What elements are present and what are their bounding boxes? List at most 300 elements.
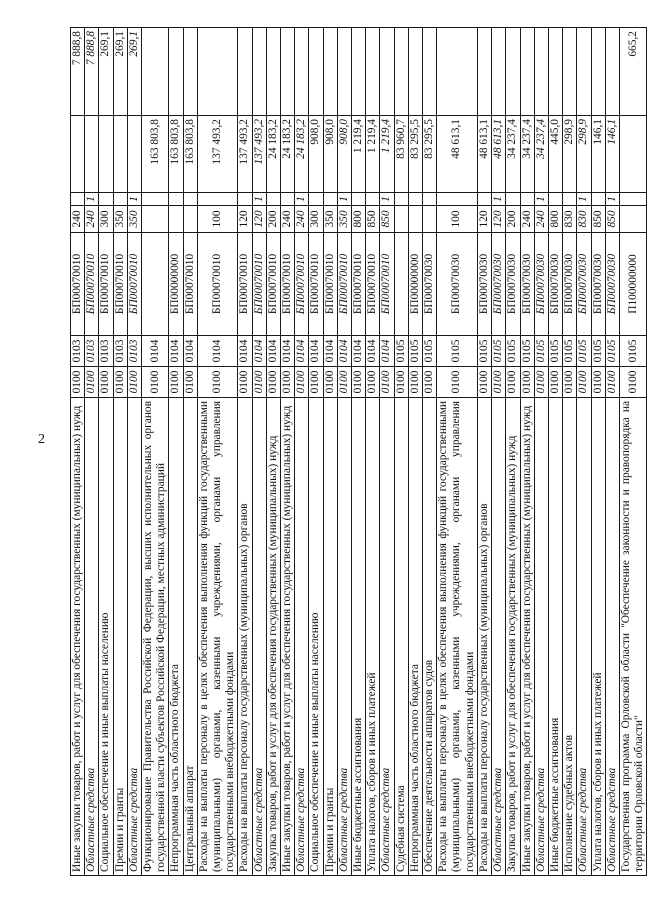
section-code: 0100 bbox=[295, 367, 309, 398]
target-article-code: БП00070010 bbox=[281, 233, 295, 336]
target-article-code: БП00070010 bbox=[337, 233, 351, 336]
amount-column-1: 24 183,2 bbox=[295, 116, 309, 193]
subsection-code: 0105 bbox=[477, 336, 491, 367]
budget-table bbox=[70, 27, 647, 876]
amount-column-1 bbox=[113, 116, 127, 193]
row-name: Непрограммная часть областного бюджета bbox=[169, 398, 183, 876]
row-name: Областные средства bbox=[85, 398, 99, 876]
target-article-code: БП00070010 bbox=[352, 233, 366, 336]
table-row bbox=[309, 28, 323, 876]
subsection-code: 0105 bbox=[548, 336, 562, 367]
source-mark bbox=[266, 193, 280, 206]
expense-type-code: 350 bbox=[127, 206, 141, 233]
amount-column-1: 24 183,2 bbox=[281, 116, 295, 193]
section-code: 0100 bbox=[142, 367, 169, 398]
section-code: 0100 bbox=[127, 367, 141, 398]
target-article-code: БП00070010 bbox=[71, 233, 85, 336]
target-article-code: БП00070030 bbox=[591, 233, 605, 336]
source-mark: 1 bbox=[605, 193, 619, 206]
subsection-code: 0105 bbox=[619, 336, 646, 367]
amount-column-2 bbox=[506, 28, 520, 116]
amount-column-1: 137 493,2 bbox=[252, 116, 266, 193]
source-mark bbox=[408, 193, 422, 206]
amount-column-1: 34 237,4 bbox=[534, 116, 548, 193]
table-row bbox=[266, 28, 280, 876]
amount-column-1: 24 183,2 bbox=[266, 116, 280, 193]
row-name: Областные средства bbox=[605, 398, 619, 876]
expense-type-code: 240 bbox=[281, 206, 295, 233]
amount-column-2 bbox=[169, 28, 183, 116]
amount-column-1: 137 493,2 bbox=[197, 116, 238, 193]
amount-column-2 bbox=[352, 28, 366, 116]
expense-type-code: 100 bbox=[197, 206, 238, 233]
amount-column-2: 7 888,8 bbox=[85, 28, 99, 116]
amount-column-1: 146,1 bbox=[591, 116, 605, 193]
section-code: 0100 bbox=[366, 367, 380, 398]
source-mark bbox=[309, 193, 323, 206]
target-article-code: БП00070010 bbox=[380, 233, 394, 336]
section-code: 0100 bbox=[591, 367, 605, 398]
row-name: Непрограммная часть областного бюджета bbox=[408, 398, 422, 876]
section-code: 0100 bbox=[266, 367, 280, 398]
amount-column-1: 83 960,7 bbox=[394, 116, 408, 193]
table-row bbox=[408, 28, 422, 876]
table-row bbox=[506, 28, 520, 876]
amount-column-2 bbox=[309, 28, 323, 116]
row-name: Областные средства bbox=[252, 398, 266, 876]
table-row bbox=[366, 28, 380, 876]
source-mark bbox=[281, 193, 295, 206]
expense-type-code bbox=[394, 206, 408, 233]
expense-type-code bbox=[142, 206, 169, 233]
source-mark bbox=[323, 193, 337, 206]
row-name: Иные бюджетные ассигнования bbox=[548, 398, 562, 876]
table-row bbox=[591, 28, 605, 876]
subsection-code: 0104 bbox=[323, 336, 337, 367]
expense-type-code: 120 bbox=[252, 206, 266, 233]
table-row bbox=[577, 28, 591, 876]
section-code: 0100 bbox=[394, 367, 408, 398]
amount-column-2 bbox=[266, 28, 280, 116]
amount-column-2 bbox=[197, 28, 238, 116]
expense-type-code: 120 bbox=[492, 206, 506, 233]
source-mark bbox=[352, 193, 366, 206]
target-article-code: БП00070030 bbox=[506, 233, 520, 336]
amount-column-2 bbox=[605, 28, 619, 116]
row-name: Судебная система bbox=[394, 398, 408, 876]
amount-column-1: 34 237,4 bbox=[520, 116, 534, 193]
source-mark: 1 bbox=[492, 193, 506, 206]
subsection-code: 0104 bbox=[337, 336, 351, 367]
table-row bbox=[99, 28, 113, 876]
amount-column-2 bbox=[534, 28, 548, 116]
expense-type-code bbox=[183, 206, 197, 233]
row-name: Областные средства bbox=[295, 398, 309, 876]
section-code: 0100 bbox=[337, 367, 351, 398]
page-number: 2 bbox=[38, 432, 45, 447]
table-row bbox=[605, 28, 619, 876]
subsection-code: 0105 bbox=[534, 336, 548, 367]
row-name: Исполнение судебных актов bbox=[563, 398, 577, 876]
table-row bbox=[183, 28, 197, 876]
amount-column-2 bbox=[380, 28, 394, 116]
expense-type-code: 300 bbox=[309, 206, 323, 233]
amount-column-1: 34 237,4 bbox=[506, 116, 520, 193]
source-mark bbox=[619, 193, 646, 206]
section-code: 0100 bbox=[437, 367, 478, 398]
table-row bbox=[113, 28, 127, 876]
amount-column-2 bbox=[408, 28, 422, 116]
amount-column-1 bbox=[619, 116, 646, 193]
amount-column-2 bbox=[337, 28, 351, 116]
amount-column-2 bbox=[577, 28, 591, 116]
source-mark bbox=[506, 193, 520, 206]
section-code: 0100 bbox=[85, 367, 99, 398]
subsection-code: 0103 bbox=[127, 336, 141, 367]
amount-column-2 bbox=[281, 28, 295, 116]
expense-type-code bbox=[169, 206, 183, 233]
target-article-code: БП00070010 bbox=[113, 233, 127, 336]
row-name: Областные средства bbox=[380, 398, 394, 876]
target-article-code: БП00070030 bbox=[477, 233, 491, 336]
target-article-code: БП00070010 bbox=[183, 233, 197, 336]
subsection-code: 0104 bbox=[252, 336, 266, 367]
amount-column-1: 137 493,2 bbox=[238, 116, 252, 193]
source-mark bbox=[99, 193, 113, 206]
target-article-code: БП00070030 bbox=[605, 233, 619, 336]
table-row bbox=[437, 28, 478, 876]
subsection-code: 0105 bbox=[520, 336, 534, 367]
section-code: 0100 bbox=[577, 367, 591, 398]
subsection-code: 0104 bbox=[352, 336, 366, 367]
section-code: 0100 bbox=[352, 367, 366, 398]
subsection-code: 0104 bbox=[309, 336, 323, 367]
amount-column-1: 163 803,8 bbox=[183, 116, 197, 193]
section-code: 0100 bbox=[619, 367, 646, 398]
subsection-code: 0104 bbox=[197, 336, 238, 367]
row-name: Иные закупки товаров, работ и услуг для обеспечения государственных (муниципальных) нужд bbox=[281, 398, 295, 876]
target-article-code: БП00070010 bbox=[295, 233, 309, 336]
expense-type-code: 240 bbox=[534, 206, 548, 233]
rotated-page bbox=[70, 28, 646, 876]
expense-type-code: 100 bbox=[437, 206, 478, 233]
amount-column-1: 445,0 bbox=[548, 116, 562, 193]
source-mark: 1 bbox=[85, 193, 99, 206]
table-row bbox=[423, 28, 437, 876]
section-code: 0100 bbox=[492, 367, 506, 398]
subsection-code: 0105 bbox=[437, 336, 478, 367]
table-row bbox=[142, 28, 169, 876]
source-mark: 1 bbox=[380, 193, 394, 206]
target-article-code: БП00070010 bbox=[85, 233, 99, 336]
expense-type-code: 300 bbox=[99, 206, 113, 233]
source-mark bbox=[477, 193, 491, 206]
amount-column-2 bbox=[520, 28, 534, 116]
table-row bbox=[352, 28, 366, 876]
section-code: 0100 bbox=[423, 367, 437, 398]
row-name: Иные бюджетные ассигнования bbox=[352, 398, 366, 876]
table-row bbox=[563, 28, 577, 876]
subsection-code: 0105 bbox=[506, 336, 520, 367]
subsection-code: 0104 bbox=[295, 336, 309, 367]
section-code: 0100 bbox=[252, 367, 266, 398]
section-code: 0100 bbox=[309, 367, 323, 398]
expense-type-code: 800 bbox=[548, 206, 562, 233]
amount-column-2 bbox=[366, 28, 380, 116]
subsection-code: 0104 bbox=[281, 336, 295, 367]
target-article-code: П100000000 bbox=[619, 233, 646, 336]
source-mark: 1 bbox=[577, 193, 591, 206]
source-mark bbox=[71, 193, 85, 206]
amount-column-2 bbox=[394, 28, 408, 116]
target-article-code: БП00070010 bbox=[197, 233, 238, 336]
subsection-code: 0105 bbox=[605, 336, 619, 367]
section-code: 0100 bbox=[520, 367, 534, 398]
subsection-code: 0105 bbox=[492, 336, 506, 367]
section-code: 0100 bbox=[169, 367, 183, 398]
budget-table-body bbox=[71, 28, 647, 876]
expense-type-code: 350 bbox=[113, 206, 127, 233]
section-code: 0100 bbox=[71, 367, 85, 398]
subsection-code: 0104 bbox=[169, 336, 183, 367]
source-mark bbox=[591, 193, 605, 206]
section-code: 0100 bbox=[380, 367, 394, 398]
source-mark bbox=[423, 193, 437, 206]
amount-column-1 bbox=[127, 116, 141, 193]
amount-column-2 bbox=[423, 28, 437, 116]
row-name: Областные средства bbox=[127, 398, 141, 876]
table-row bbox=[548, 28, 562, 876]
expense-type-code: 240 bbox=[85, 206, 99, 233]
source-mark: 1 bbox=[534, 193, 548, 206]
subsection-code: 0103 bbox=[71, 336, 85, 367]
expense-type-code: 240 bbox=[71, 206, 85, 233]
subsection-code: 0104 bbox=[366, 336, 380, 367]
expense-type-code: 200 bbox=[506, 206, 520, 233]
table-row bbox=[252, 28, 266, 876]
source-mark bbox=[238, 193, 252, 206]
section-code: 0100 bbox=[548, 367, 562, 398]
amount-column-2 bbox=[323, 28, 337, 116]
amount-column-2 bbox=[295, 28, 309, 116]
expense-type-code: 120 bbox=[238, 206, 252, 233]
table-row bbox=[238, 28, 252, 876]
amount-column-2 bbox=[142, 28, 169, 116]
amount-column-1: 48 613,1 bbox=[437, 116, 478, 193]
subsection-code: 0104 bbox=[266, 336, 280, 367]
source-mark: 1 bbox=[127, 193, 141, 206]
row-name: Расходы на выплаты персоналу в целях обеспечения выполнения функций государственными (муниципальными) органами, казенными учреждениями, органами управления государственными внебюджетными фондами bbox=[197, 398, 238, 876]
amount-column-2 bbox=[591, 28, 605, 116]
row-name: Функционирование Правительства Российской Федерации, высших исполнительных органов государственной власти субъектов Российской Федерации, местных администраций bbox=[142, 398, 169, 876]
source-mark bbox=[394, 193, 408, 206]
expense-type-code: 850 bbox=[380, 206, 394, 233]
amount-column-1: 298,9 bbox=[563, 116, 577, 193]
expense-type-code bbox=[619, 206, 646, 233]
amount-column-2 bbox=[548, 28, 562, 116]
section-code: 0100 bbox=[238, 367, 252, 398]
subsection-code: 0105 bbox=[591, 336, 605, 367]
target-article-code: БП00070010 bbox=[252, 233, 266, 336]
row-name: Областные средства bbox=[534, 398, 548, 876]
amount-column-2 bbox=[477, 28, 491, 116]
target-article-code: БП00070010 bbox=[309, 233, 323, 336]
table-row bbox=[337, 28, 351, 876]
source-mark: 1 bbox=[252, 193, 266, 206]
target-article-code bbox=[394, 233, 408, 336]
row-name: Премии и гранты bbox=[113, 398, 127, 876]
amount-column-1: 908,0 bbox=[323, 116, 337, 193]
amount-column-2 bbox=[492, 28, 506, 116]
source-mark bbox=[366, 193, 380, 206]
expense-type-code: 240 bbox=[295, 206, 309, 233]
amount-column-2 bbox=[563, 28, 577, 116]
row-name: Уплата налогов, сборов и иных платежей bbox=[366, 398, 380, 876]
expense-type-code bbox=[423, 206, 437, 233]
source-mark bbox=[142, 193, 169, 206]
source-mark bbox=[437, 193, 478, 206]
table-row bbox=[85, 28, 99, 876]
amount-column-1: 83 295,5 bbox=[408, 116, 422, 193]
section-code: 0100 bbox=[534, 367, 548, 398]
target-article-code: БП00070030 bbox=[423, 233, 437, 336]
row-name: Центральный аппарат bbox=[183, 398, 197, 876]
amount-column-2: 269,1 bbox=[99, 28, 113, 116]
table-row bbox=[71, 28, 85, 876]
table-row bbox=[323, 28, 337, 876]
target-article-code: БП00000000 bbox=[408, 233, 422, 336]
subsection-code: 0105 bbox=[394, 336, 408, 367]
source-mark: 1 bbox=[337, 193, 351, 206]
subsection-code: 0105 bbox=[563, 336, 577, 367]
amount-column-1 bbox=[85, 116, 99, 193]
section-code: 0100 bbox=[197, 367, 238, 398]
table-row bbox=[380, 28, 394, 876]
target-article-code: БП00070030 bbox=[520, 233, 534, 336]
row-name: Расходы на выплаты персоналу государственных (муниципальных) органов bbox=[477, 398, 491, 876]
target-article-code: БП00070030 bbox=[437, 233, 478, 336]
source-mark: 1 bbox=[295, 193, 309, 206]
table-row bbox=[492, 28, 506, 876]
table-row bbox=[281, 28, 295, 876]
table-row bbox=[127, 28, 141, 876]
expense-type-code: 200 bbox=[266, 206, 280, 233]
table-row bbox=[534, 28, 548, 876]
target-article-code: БП00070010 bbox=[323, 233, 337, 336]
amount-column-1: 908,0 bbox=[309, 116, 323, 193]
amount-column-2: 269,1 bbox=[127, 28, 141, 116]
subsection-code: 0104 bbox=[380, 336, 394, 367]
row-name: Иные закупки товаров, работ и услуг для обеспечения государственных (муниципальных) нужд bbox=[71, 398, 85, 876]
amount-column-1 bbox=[99, 116, 113, 193]
table-row bbox=[295, 28, 309, 876]
subsection-code: 0104 bbox=[183, 336, 197, 367]
expense-type-code bbox=[408, 206, 422, 233]
target-article-code: БП00070010 bbox=[238, 233, 252, 336]
target-article-code: БП00070030 bbox=[534, 233, 548, 336]
target-article-code: БП00070030 bbox=[563, 233, 577, 336]
source-mark bbox=[113, 193, 127, 206]
section-code: 0100 bbox=[563, 367, 577, 398]
section-code: 0100 bbox=[506, 367, 520, 398]
subsection-code: 0103 bbox=[85, 336, 99, 367]
row-name: Социальное обеспечение и иные выплаты населению bbox=[99, 398, 113, 876]
row-name: Уплата налогов, сборов и иных платежей bbox=[591, 398, 605, 876]
amount-column-2 bbox=[238, 28, 252, 116]
amount-column-1: 1 219,4 bbox=[380, 116, 394, 193]
amount-column-1: 163 803,8 bbox=[169, 116, 183, 193]
section-code: 0100 bbox=[281, 367, 295, 398]
amount-column-1: 908,0 bbox=[337, 116, 351, 193]
table-row bbox=[520, 28, 534, 876]
subsection-code: 0105 bbox=[577, 336, 591, 367]
amount-column-1: 298,9 bbox=[577, 116, 591, 193]
amount-column-2 bbox=[252, 28, 266, 116]
table-row bbox=[169, 28, 183, 876]
subsection-code: 0104 bbox=[238, 336, 252, 367]
expense-type-code: 850 bbox=[366, 206, 380, 233]
expense-type-code: 850 bbox=[605, 206, 619, 233]
source-mark bbox=[563, 193, 577, 206]
table-row bbox=[197, 28, 238, 876]
amount-column-1: 1 219,4 bbox=[366, 116, 380, 193]
row-name: Иные закупки товаров, работ и услуг для обеспечения государственных (муниципальных) нужд bbox=[520, 398, 534, 876]
source-mark bbox=[169, 193, 183, 206]
expense-type-code: 830 bbox=[563, 206, 577, 233]
table-row bbox=[394, 28, 408, 876]
expense-type-code: 350 bbox=[323, 206, 337, 233]
subsection-code: 0103 bbox=[99, 336, 113, 367]
amount-column-1: 1 219,4 bbox=[352, 116, 366, 193]
expense-type-code: 850 bbox=[591, 206, 605, 233]
expense-type-code: 350 bbox=[337, 206, 351, 233]
expense-type-code: 830 bbox=[577, 206, 591, 233]
expense-type-code: 120 bbox=[477, 206, 491, 233]
expense-type-code: 240 bbox=[520, 206, 534, 233]
source-mark bbox=[183, 193, 197, 206]
amount-column-2 bbox=[183, 28, 197, 116]
target-article-code: БП00070010 bbox=[266, 233, 280, 336]
section-code: 0100 bbox=[99, 367, 113, 398]
row-name: Областные средства bbox=[337, 398, 351, 876]
amount-column-2: 665,2 bbox=[619, 28, 646, 116]
subsection-code: 0103 bbox=[113, 336, 127, 367]
source-mark bbox=[548, 193, 562, 206]
row-name: Расходы на выплаты персоналу государственных (муниципальных) органов bbox=[238, 398, 252, 876]
row-name: Премии и гранты bbox=[323, 398, 337, 876]
amount-column-1: 146,1 bbox=[605, 116, 619, 193]
table-row bbox=[619, 28, 646, 876]
amount-column-2: 269,1 bbox=[113, 28, 127, 116]
target-article-code: БП00070010 bbox=[366, 233, 380, 336]
amount-column-1: 48 613,1 bbox=[492, 116, 506, 193]
target-article-code: БП00000000 bbox=[169, 233, 183, 336]
row-name: Расходы на выплаты персоналу в целях обеспечения выполнения функций государственными (муниципальными) органами, казенными учреждениями, органами управления государственными внебюджетными фондами bbox=[437, 398, 478, 876]
expense-type-code: 800 bbox=[352, 206, 366, 233]
row-name: Областные средства bbox=[577, 398, 591, 876]
row-name: Обеспечение деятельности аппаратов судов bbox=[423, 398, 437, 876]
target-article-code: БП00070030 bbox=[577, 233, 591, 336]
table-row bbox=[477, 28, 491, 876]
subsection-code: 0105 bbox=[423, 336, 437, 367]
row-name: Государственная программа Орловской области "Обеспечение законности и правопорядка на территории Орловской области" bbox=[619, 398, 646, 876]
target-article-code bbox=[142, 233, 169, 336]
section-code: 0100 bbox=[323, 367, 337, 398]
target-article-code: БП00070010 bbox=[127, 233, 141, 336]
target-article-code: БП00070030 bbox=[492, 233, 506, 336]
section-code: 0100 bbox=[183, 367, 197, 398]
section-code: 0100 bbox=[477, 367, 491, 398]
